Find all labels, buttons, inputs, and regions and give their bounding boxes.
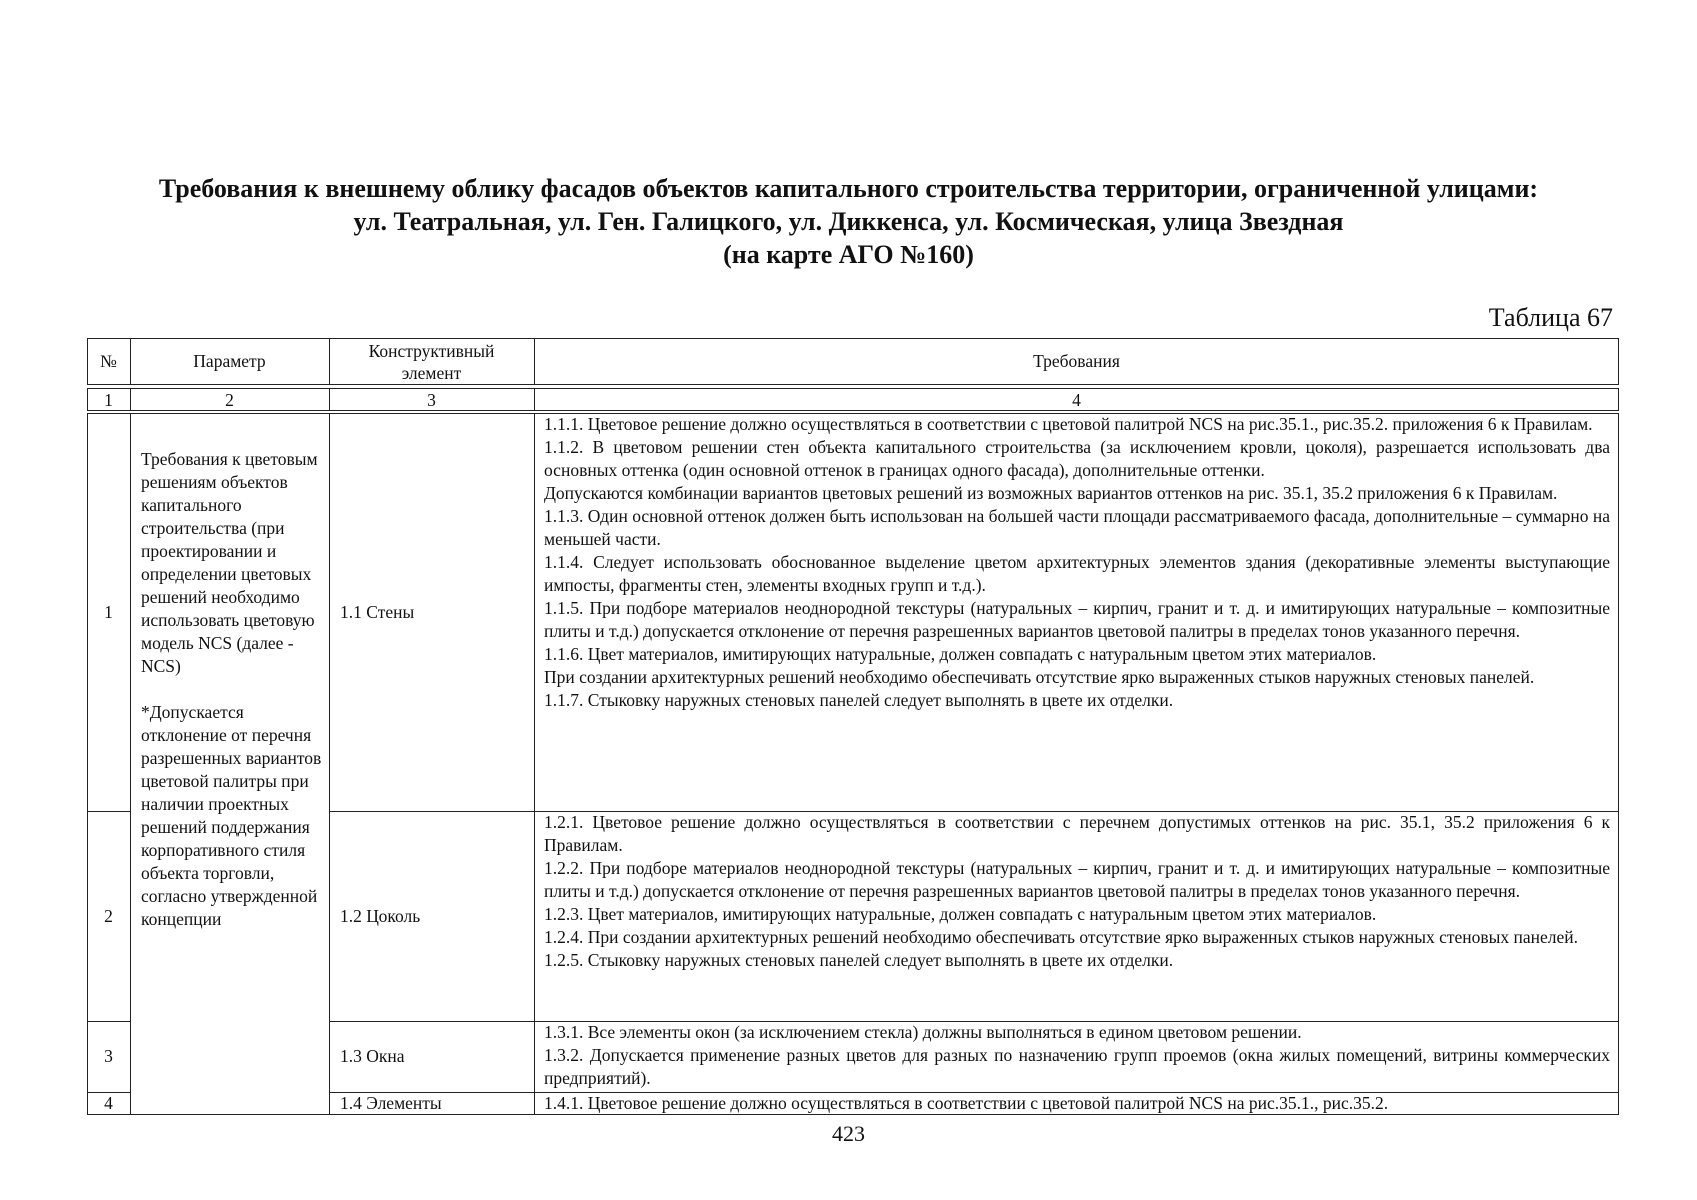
requirement-1-2-3: 1.2.3. Цвет материалов, имитирующих натуральные, должен совпадать с натуральным цветом этих материалов. — [544, 904, 1377, 924]
requirement-1-1-7: 1.1.7. Стыковку наружных стеновых панелей следует выполнять в цвете их отделки. — [544, 690, 1174, 710]
requirement-1-2-4: 1.2.4. При создании архитектурных решений необходимо обеспечивать отсутствие ярко выраженных стыков наружных стеновых панелей. — [544, 927, 1579, 947]
row-2-requirements — [544, 811, 1610, 972]
header-requirements: Требования — [1033, 351, 1120, 371]
requirement-1-2-2: 1.2.2. При подборе материалов неоднородной текстуры (натуральных – кирпич, гранит и т. д. и имитирующих натуральные – композитные плиты и т.д.) допускается отклонение от перечня разрешенных вариантов цветовой палитры в пределах тонов указанного перечня. — [544, 858, 1610, 901]
row-4-element: 1.4 Элементы — [340, 1093, 442, 1113]
row-1-element: 1.1 Стены — [340, 601, 415, 622]
requirement-1-3-1: 1.3.1. Все элементы окон (за исключением стекла) должны выполняться в едином цветовом решении. — [544, 1022, 1302, 1042]
requirement-1-4-1: 1.4.1. Цветовое решение должно осуществляться в соответствии с цветовой палитрой NCS на рис.35.1., рис.35.2. — [544, 1093, 1389, 1113]
col-number-3: 3 — [427, 389, 436, 410]
row-3-element: 1.3 Окна — [340, 1046, 405, 1066]
row-3-number: 3 — [104, 1046, 113, 1066]
parameter-note: *Допускается отклонение от перечня разрешенных вариантов цветовой палитры при наличии проектных решений поддержания корпоративного стиля объекта торговли, согласно утвержденной концепции — [141, 702, 322, 929]
title-line-1: Требования к внешнему облику фасадов объектов капитального строительства территории, ограниченной улицами: — [158, 174, 1539, 203]
table-label: Таблица 67 — [1488, 303, 1613, 332]
requirement-1-1-4: 1.1.4. Следует использовать обоснованное выделение цветом архитектурных элементов здания (декоративные элементы выступающие импосты, фрагменты стен, элементы входных групп и т.д.). — [544, 552, 1610, 595]
requirement-1-1-5: 1.1.5. При подборе материалов неоднородной текстуры (натуральных – кирпич, гранит и т. д. и имитирующих натуральные – композитные плиты и т.д.) допускается отклонение от перечня разрешенных вариантов цветовой палитры в пределах тонов указанного перечня. — [544, 598, 1610, 641]
requirement-1-2-1: 1.2.1. Цветовое решение должно осуществляться в соответствии с перечнем допустимых оттенков на рис. 35.1, 35.2 приложения 6 к Правилам. — [544, 812, 1610, 855]
requirement-1-1-6: 1.1.6. Цвет материалов, имитирующих натуральные, должен совпадать с натуральным цветом этих материалов. — [544, 644, 1377, 664]
requirement-1-1-3: 1.1.3. Один основной оттенок должен быть использован на большей части площади рассматриваемого фасада, дополнительные – суммарно на меньшей части. — [544, 506, 1610, 549]
parameter-cell — [141, 448, 325, 931]
row-4-requirements — [544, 1092, 1610, 1115]
row-2-number: 2 — [104, 905, 113, 926]
requirement-1-1-6-note: При создании архитектурных решений необходимо обеспечивать отсутствие ярко выраженных стыков наружных стеновых панелей. — [544, 667, 1535, 687]
requirement-1-1-2: 1.1.2. В цветовом решении стен объекта капитального строительства (за исключением кровли, цоколя), разрешается использовать два основных оттенка (один основной оттенок в границах одного фасада), дополнительные оттенки. — [544, 437, 1610, 480]
row-2-element: 1.2 Цоколь — [340, 905, 421, 926]
header-element: Конструктивный элемент — [368, 340, 495, 383]
page-number: 423 — [832, 1121, 865, 1146]
title-line-3: (на карте АГО №160) — [723, 240, 974, 269]
requirement-1-1-1: 1.1.1. Цветовое решение должно осуществляться в соответствии с цветовой палитрой NCS на рис.35.1., рис.35.2. приложения 6 к Правилам. — [544, 414, 1593, 434]
row-4-number: 4 — [104, 1093, 113, 1113]
col-number-2: 2 — [225, 389, 234, 410]
col-number-1: 1 — [104, 389, 113, 410]
header-parameter: Параметр — [193, 351, 266, 371]
col-number-4: 4 — [1072, 389, 1081, 410]
row-1-requirements — [544, 413, 1610, 712]
title-line-2: ул. Театральная, ул. Ген. Галицкого, ул. Диккенса, ул. Космическая, улица Звездная — [353, 207, 1344, 236]
document-title — [0, 172, 1697, 271]
header-number: № — [100, 351, 117, 371]
requirement-1-2-5: 1.2.5. Стыковку наружных стеновых панелей следует выполнять в цвете их отделки. — [544, 950, 1174, 970]
parameter-text: Требования к цветовым решениям объектов капитального строительства (при проектировании и определении цветовых решений необходимо использовать цветовую модель NCS (далее - NCS) — [141, 449, 318, 676]
requirement-1-1-2-note: Допускаются комбинации вариантов цветовых решений из возможных вариантов оттенков на рис. 35.1, 35.2 приложения 6 к Правилам. — [544, 483, 1558, 503]
requirement-1-3-2: 1.3.2. Допускается применение разных цветов для разных по назначению групп проемов (окна жилых помещений, витрины коммерческих предприятий). — [544, 1045, 1610, 1088]
row-3-requirements — [544, 1021, 1610, 1090]
row-1-number: 1 — [104, 601, 113, 622]
